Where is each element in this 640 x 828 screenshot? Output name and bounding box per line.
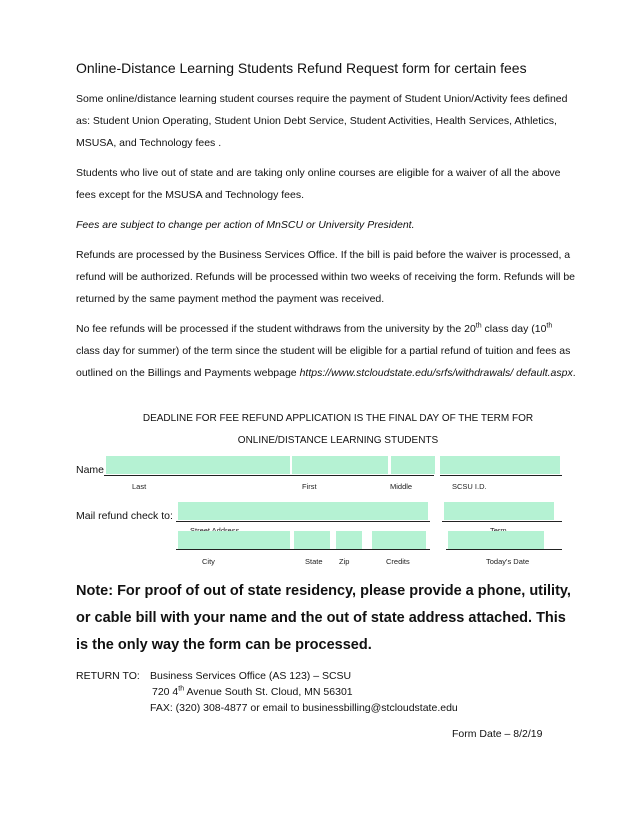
last-name-input[interactable] — [106, 456, 290, 474]
return-address-line2: 720 4th Avenue South St. Cloud, MN 56301 — [152, 685, 353, 698]
term-underline — [442, 521, 562, 522]
term-input[interactable] — [444, 502, 554, 520]
withdrawals-url[interactable]: https://www.stcloudstate.edu/srfs/withdrawals/ default.aspx — [299, 367, 573, 379]
state-input[interactable] — [294, 531, 330, 549]
date-underline — [446, 549, 562, 550]
withdrawal-policy-paragraph: No fee refunds will be processed if the student withdraws from the university by the 20th class day (10th class day for summer) of the term since the student will be eligible for a partial refund of tuition and fees as outlined on the Billings and Payments webpage https://www.stcloudstate.edu/srfs/withdrawals/ default.aspx. — [76, 322, 576, 379]
fees-definition-paragraph: Some online/distance learning student courses require the payment of Student Union/Activity fees defined as: Student Union Operating, Student Union Debt Service, Student Activities, Health Services, Athletics, MSUSA, and Technology fees . — [76, 93, 568, 149]
first-label: First — [302, 482, 317, 491]
form-title: Online-Distance Learning Students Refund Request form for certain fees — [76, 60, 527, 76]
return-contact-line: FAX: (320) 308-4877 or email to businessbilling@stcloudstate.edu — [150, 702, 458, 714]
credits-underline — [370, 549, 430, 550]
city-label: City — [202, 557, 215, 566]
city-input[interactable] — [178, 531, 290, 549]
first-name-input[interactable] — [292, 456, 388, 474]
form-date: Form Date – 8/2/19 — [452, 728, 543, 740]
middle-label: Middle — [390, 482, 413, 491]
return-to-label: RETURN TO: — [76, 670, 140, 682]
last-label: Last — [132, 482, 147, 491]
zip-input[interactable] — [336, 531, 362, 549]
out-of-state-paragraph: Students who live out of state and are taking only online courses are eligible for a waiver of all the above fees except for the MSUSA and Technology fees. — [76, 167, 561, 201]
fees-subject-to-change-note: Fees are subject to change per action of MnSCU or University President. — [76, 219, 415, 231]
name-underline — [104, 475, 434, 476]
street-underline — [176, 521, 430, 522]
scsu-id-label: SCSU I.D. — [452, 482, 487, 491]
name-label: Name — [76, 464, 105, 476]
street-address-input[interactable] — [178, 502, 428, 520]
id-underline — [440, 475, 562, 476]
todays-date-label: Today's Date — [486, 557, 530, 566]
todays-date-input[interactable] — [448, 531, 544, 549]
deadline-notice: DEADLINE FOR FEE REFUND APPLICATION IS THE FINAL DAY OF THE TERM FOR ONLINE/DISTANCE LEARNING STUDENTS — [142, 413, 534, 446]
refund-processing-paragraph: Refunds are processed by the Business Services Office. If the bill is paid before the waiver is processed, a refund will be authorized. Refunds will be processed within two weeks of receiving the form. Refunds will be returned by the same payment method the payment was received. — [76, 249, 575, 305]
credits-input[interactable] — [372, 531, 426, 549]
mail-refund-label: Mail refund check to: — [76, 510, 173, 522]
residency-proof-note: Note: For proof of out of state residency, please provide a phone, utility, or cable bill with your name and the out of state address attached. This is the only way the form can be processed. — [76, 583, 571, 653]
credits-label: Credits — [386, 557, 410, 566]
middle-name-input[interactable] — [391, 456, 435, 474]
return-address-line1: Business Services Office (AS 123) – SCSU — [150, 670, 352, 682]
zip-label: Zip — [339, 557, 350, 566]
state-label: State — [305, 557, 323, 566]
scsu-id-input[interactable] — [440, 456, 560, 474]
